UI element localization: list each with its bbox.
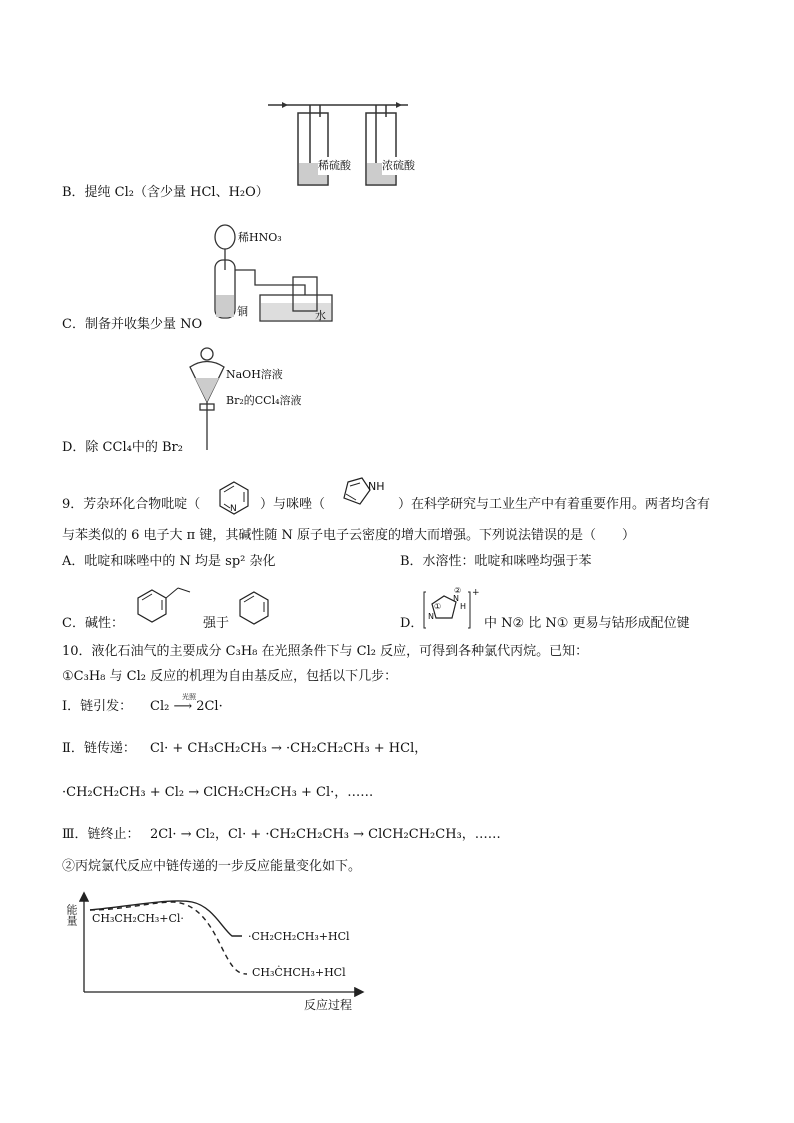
step2-equation-2: ·CH₂CH₂CH₃ + Cl₂ → ClCH₂CH₂CH₃ + Cl·，…… [62, 785, 374, 800]
pyridine-structure [210, 478, 258, 518]
mark-2: ② [454, 586, 462, 595]
option-c-text: C．制备并收集少量 NO [62, 317, 203, 332]
methylpyridine-structure [126, 578, 202, 628]
q9-line2: 与苯类似的 6 电子大 π 键，其碱性随 N 原子电子云密度的增大而增强。下列说法错误的是（ ） [62, 528, 635, 543]
q9-option-d-b: 中 N② 比 N① 更易与钴形成配位键 [484, 616, 690, 631]
dilute-sulfuric-label: 稀硫酸 [318, 157, 351, 175]
y-axis-label: 能量 [65, 904, 78, 926]
washing-bottles-figure [268, 95, 415, 195]
x-axis-label: 反应过程 [304, 998, 353, 1012]
step2-equation-1: Cl· + CH₃CH₂CH₃ → ·CH₂CH₂CH₃ + HCl， [150, 741, 428, 756]
energy-profile-diagram [62, 888, 372, 1013]
q9-option-d-a: D． [400, 616, 424, 631]
q10-stem: 10．液化石油气的主要成分 C₃H₈ 在光照条件下与 Cl₂ 反应，可得到各种氯代丙烷。已知： [62, 644, 589, 659]
step1-condition: 光照 [182, 693, 196, 701]
imidazole-nh: NH [368, 480, 385, 493]
ring-n2: N [453, 594, 459, 603]
imidazolium-structure [420, 588, 482, 632]
dilute-nitric-label: 稀HNO₃ [238, 231, 282, 244]
ring-plus: + [472, 588, 480, 598]
pyridine-n: N [230, 504, 237, 514]
reactant-label: CH₃CH₂CH₃+Cl· [92, 912, 184, 925]
step2-label: Ⅱ．链传递： [62, 741, 136, 756]
ring-h: H [460, 602, 467, 611]
option-d-text: D．除 CCl₄中的 Br₂ [62, 440, 183, 455]
step1-equation: Cl₂ ⟶ 2Cl· [150, 699, 223, 714]
step3-label: Ⅲ．链终止： [62, 827, 140, 842]
step3-equation: 2Cl· → Cl₂，Cl· + ·CH₂CH₂CH₃ → ClCH₂CH₂CH₃，…… [150, 827, 501, 842]
q10-fact2: ②丙烷氯代反应中链传递的一步反应能量变化如下。 [62, 859, 362, 874]
conc-sulfuric-label: 浓硫酸 [382, 157, 415, 175]
pyridine-structure-2 [230, 588, 278, 630]
copper-label: 铜 [237, 305, 248, 318]
naoh-label: NaOH溶液 [226, 368, 283, 381]
mark-1: ① [434, 602, 442, 611]
q9-line1-b: ）与咪唑（ [260, 497, 326, 512]
ring-n1: N [428, 612, 434, 621]
separatory-funnel-figure [182, 342, 307, 452]
product1-label: ·CH₂CH₂CH₃+HCl [248, 930, 350, 943]
q9-option-b: B．水溶性：吡啶和咪唑均强于苯 [400, 554, 592, 569]
q10-fact1: ①C₃H₈ 与 Cl₂ 反应的机理为自由基反应，包括以下几步： [62, 669, 398, 684]
water-label: 水 [315, 309, 326, 322]
bromine-ccl4-label: Br₂的CCl₄溶液 [226, 394, 302, 407]
step1-label: Ⅰ．链引发： [62, 699, 133, 714]
option-b-text: B．提纯 Cl₂（含少量 HCl、H₂O） [62, 185, 269, 200]
q9-line1-a: 9．芳杂环化合物吡啶（ [62, 497, 201, 512]
q9-option-c-a: C．碱性： [62, 616, 124, 631]
q9-line1-c: ）在科学研究与工业生产中有着重要作用。两者均含有 [398, 497, 711, 512]
q9-option-c-b: 强于 [203, 616, 230, 631]
product2-label: CH₃ĊHCH₃+HCl [252, 966, 346, 979]
no-generation-figure [205, 215, 340, 325]
imidazole-structure [330, 474, 400, 516]
q9-option-a: A．吡啶和咪唑中的 N 均是 sp² 杂化 [62, 554, 276, 569]
